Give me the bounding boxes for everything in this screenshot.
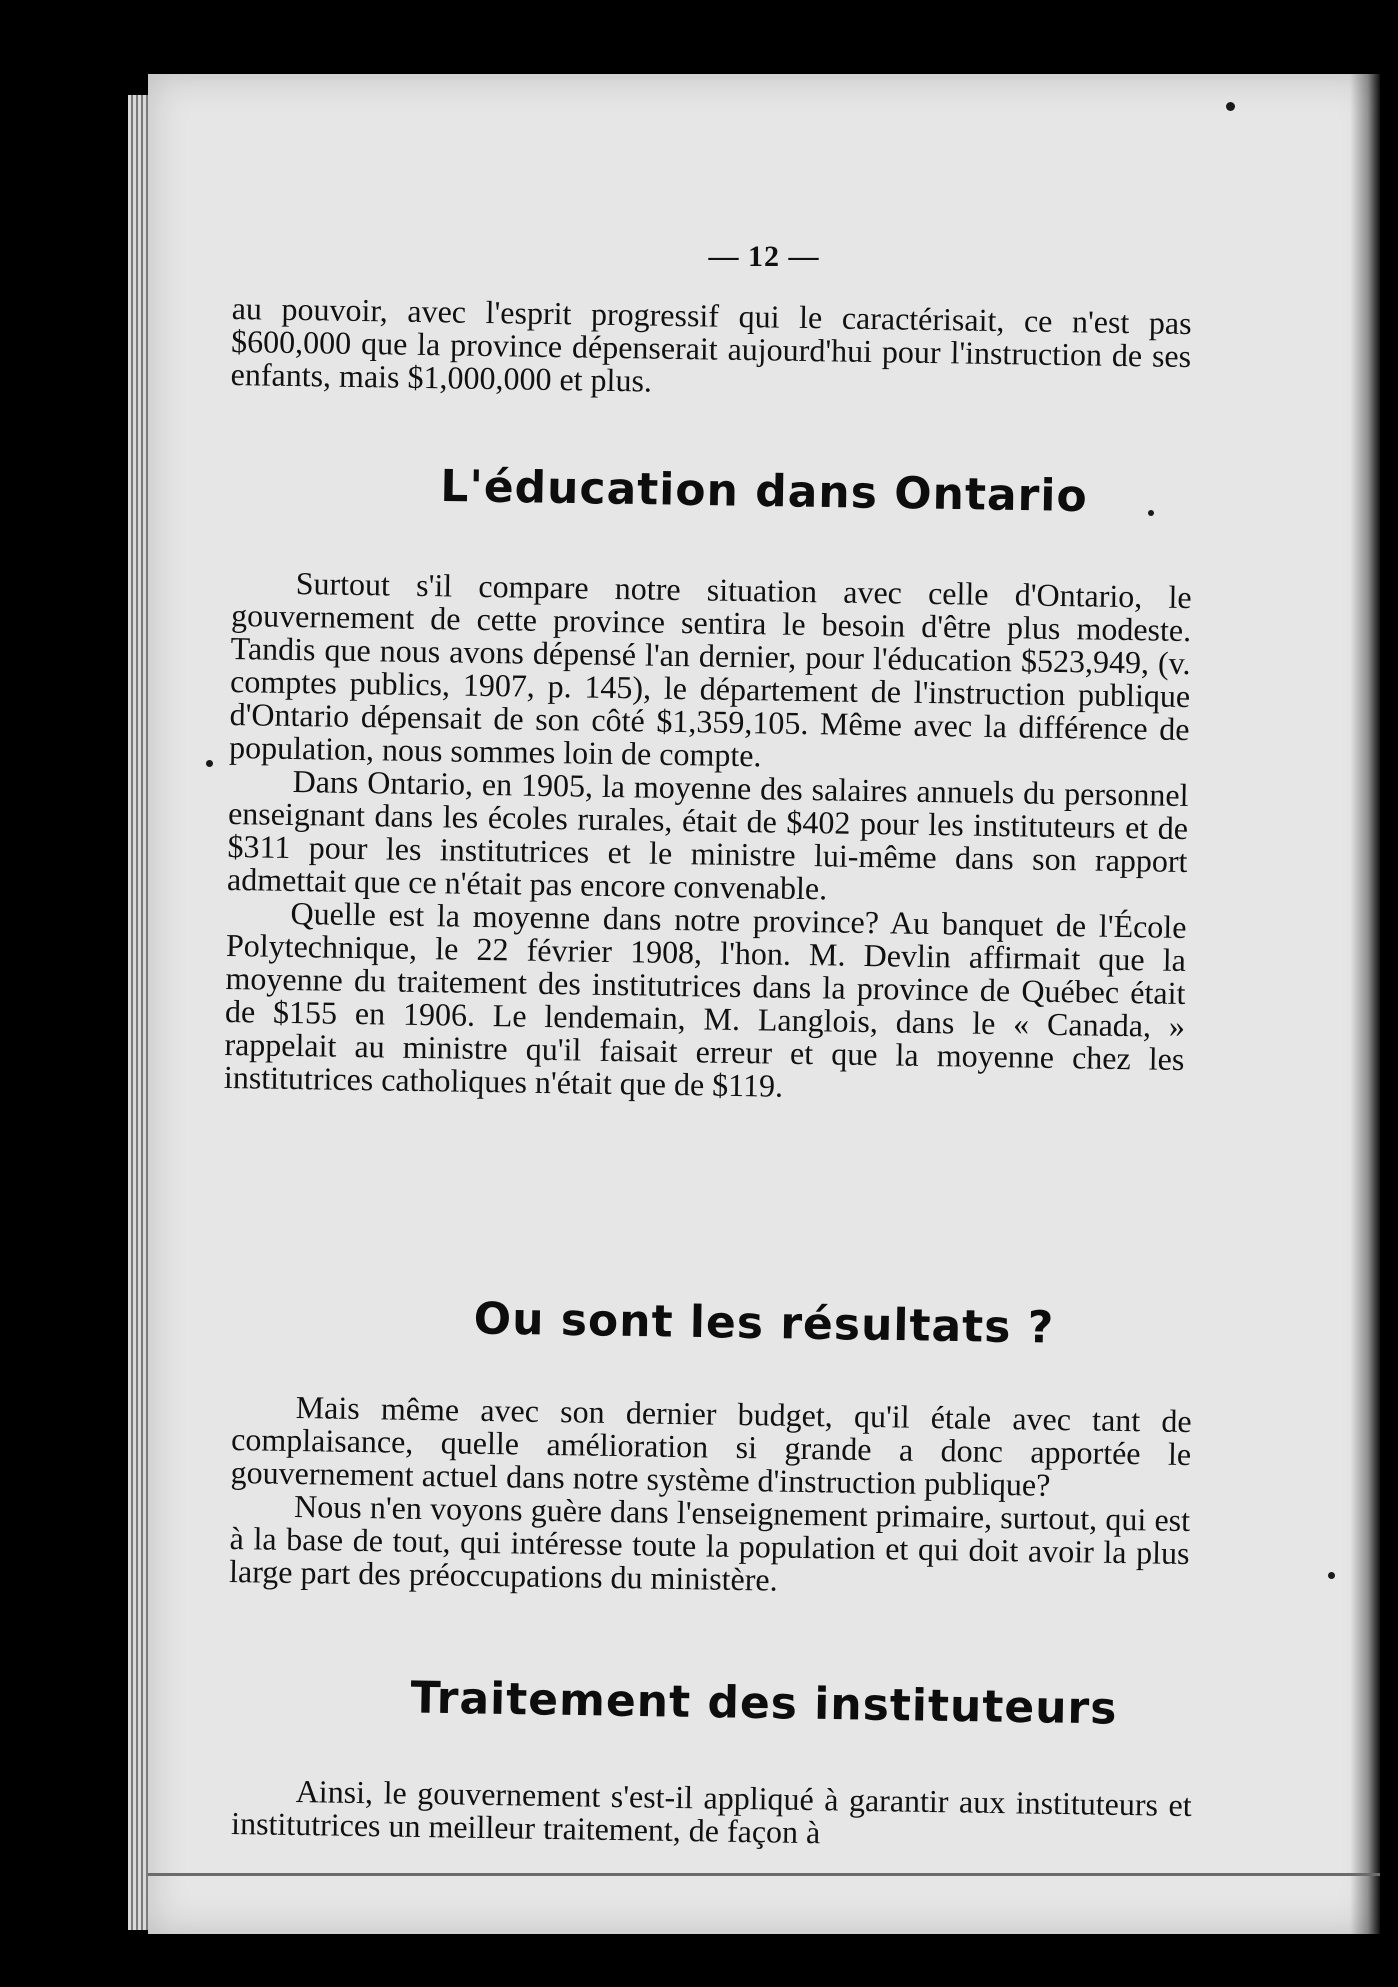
paragraph-5: Mais même avec son dernier budget, qu'il étale avec tant de complaisance, quelle amélioration si grande a donc apportée le gouvernement actuel dans notre système d'instruction publique? [230, 1389, 1192, 1503]
book-page [148, 74, 1380, 1934]
paragraph-7: Ainsi, le gouvernement s'est-il appliqué à garantir aux instituteurs et institutrices un meilleur traitement, de façon à [230, 1773, 1192, 1851]
bottom-rule [148, 1873, 1380, 1876]
paragraph-3: Dans Ontario, en 1905, la moyenne des salaires annuels du personnel enseignant dans les écoles rurales, était de $402 pour les instituteurs et de $311 pour les institutrices et le ministre lui-même dans son rapport admettait que ce n'était pas encore convenable. [226, 762, 1189, 907]
ink-speck [206, 760, 213, 767]
text-block-ontario [224, 566, 1192, 1109]
ink-speck [1226, 102, 1235, 111]
text-block-intro [230, 292, 1191, 406]
paragraph-6: Nous n'en voyons guère dans l'enseignement primaire, surtout, qui est à la base de tout, qui intéresse toute la population et qui doit avoir la plus large part des préoccupations du ministère. [228, 1487, 1191, 1598]
heading-teacher-salary: Traitement des instituteurs [410, 1672, 1118, 1735]
text-block-results [229, 1390, 1192, 1603]
text-block-salary [231, 1774, 1192, 1855]
heading-education-ontario: L'éducation dans Ontario [439, 460, 1089, 523]
paragraph-1: au pouvoir, avec l'esprit progressif qui le caractérisait, ce n'est pas $600,000 que la province dépenserait aujourd'hui pour l'instruction de ses enfants, mais $1,000,000 et plus. [230, 290, 1192, 399]
page-number: — 12 — [708, 240, 820, 273]
spine-shadow [1350, 74, 1380, 1934]
ink-speck [1148, 510, 1154, 516]
ink-speck [1328, 1572, 1335, 1579]
paragraph-2: Surtout s'il compare notre situation avec celle d'Ontario, le gouvernement de cette province sentira le besoin d'être plus modeste. Tandis que nous avons dépensé l'an dernier, pour l'éducation $523,949, (v. comptes publics, 1907, p. 145), le département de l'instruction publique d'Ontario dépensait de son côté $1,359,105. Même avec la différence de population, nous sommes loin de compte. [228, 565, 1192, 774]
heading-results: Ou sont les résultats ? [473, 1293, 1055, 1354]
paragraph-4: Quelle est la moyenne dans notre province? Au banquet de l'École Polytechnique, le 22 février 1908, l'hon. M. Devlin affirmait que la moyenne du traitement des institutrices dans la province de Québec était de $155 en 1906. Le lendemain, M. Langlois, dans le « Canada, » rappelait au ministre qu'il faisait erreur et que la moyenne chez les institutrices catholiques n'était que de $119. [223, 894, 1187, 1104]
